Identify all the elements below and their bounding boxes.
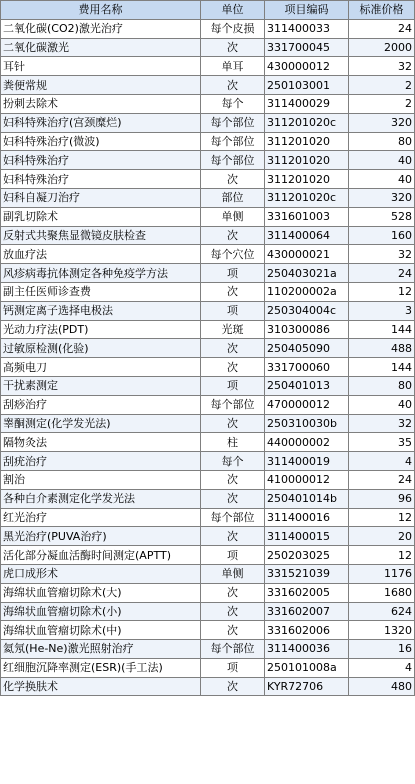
fee-name-cell: 副主任医师诊查费 [1, 282, 201, 301]
table-row [1, 94, 415, 113]
table-row [1, 621, 415, 640]
table-row [1, 583, 415, 602]
table-row [1, 489, 415, 508]
price-cell: 80 [349, 132, 415, 151]
item-code-cell: 331602006 [265, 621, 349, 640]
price-cell: 12 [349, 546, 415, 565]
unit-cell: 每个部位 [201, 508, 265, 527]
unit-cell: 次 [201, 358, 265, 377]
header-item-code: 项目编码 [265, 1, 349, 20]
table-row [1, 640, 415, 659]
price-cell: 24 [349, 264, 415, 283]
header-standard-price: 标准价格 [349, 1, 415, 20]
item-code-cell: 331602007 [265, 602, 349, 621]
price-cell: 35 [349, 433, 415, 452]
unit-cell: 每个部位 [201, 640, 265, 659]
unit-cell: 单侧 [201, 207, 265, 226]
fee-name-cell: 妇科特殊治疗 [1, 170, 201, 189]
item-code-cell: 310300086 [265, 320, 349, 339]
item-code-cell: 311201020 [265, 170, 349, 189]
fee-name-cell: 活化部分凝血活酶时间测定(APTT) [1, 546, 201, 565]
table-row [1, 282, 415, 301]
price-cell: 16 [349, 640, 415, 659]
fee-name-cell: 海绵状血管瘤切除术(中) [1, 621, 201, 640]
unit-cell: 项 [201, 264, 265, 283]
item-code-cell: 311400016 [265, 508, 349, 527]
item-code-cell: 250103001 [265, 76, 349, 95]
table-row [1, 658, 415, 677]
table-row [1, 113, 415, 132]
price-cell: 12 [349, 282, 415, 301]
table-row [1, 207, 415, 226]
item-code-cell: 430000012 [265, 57, 349, 76]
fee-name-cell: 耳针 [1, 57, 201, 76]
item-code-cell: 311201020 [265, 132, 349, 151]
price-cell: 480 [349, 677, 415, 696]
fee-name-cell: 妇科自凝刀治疗 [1, 188, 201, 207]
unit-cell: 单耳 [201, 57, 265, 76]
unit-cell: 光斑 [201, 320, 265, 339]
table-row [1, 339, 415, 358]
table-row [1, 433, 415, 452]
item-code-cell: 311400033 [265, 19, 349, 38]
fee-name-cell: 妇科特殊治疗 [1, 151, 201, 170]
price-cell: 488 [349, 339, 415, 358]
item-code-cell: 250401013 [265, 376, 349, 395]
unit-cell: 部位 [201, 188, 265, 207]
fee-name-cell: 副乳切除术 [1, 207, 201, 226]
unit-cell: 每个部位 [201, 395, 265, 414]
price-cell: 96 [349, 489, 415, 508]
table-row [1, 677, 415, 696]
table-row [1, 170, 415, 189]
price-cell: 24 [349, 470, 415, 489]
table-row [1, 470, 415, 489]
item-code-cell: 311201020 [265, 151, 349, 170]
table-row [1, 188, 415, 207]
fee-name-cell: 红细胞沉降率测定(ESR)(手工法) [1, 658, 201, 677]
price-cell: 144 [349, 320, 415, 339]
item-code-cell: 311400019 [265, 452, 349, 471]
unit-cell: 项 [201, 546, 265, 565]
price-cell: 32 [349, 57, 415, 76]
table-row [1, 376, 415, 395]
table-row [1, 527, 415, 546]
price-cell: 40 [349, 170, 415, 189]
price-cell: 624 [349, 602, 415, 621]
price-cell: 80 [349, 376, 415, 395]
fee-name-cell: 氦氖(He-Ne)激光照射治疗 [1, 640, 201, 659]
price-cell: 1320 [349, 621, 415, 640]
unit-cell: 次 [201, 677, 265, 696]
header-unit: 单位 [201, 1, 265, 20]
unit-cell: 次 [201, 470, 265, 489]
fee-name-cell: 睾酮测定(化学发光法) [1, 414, 201, 433]
item-code-cell: 470000012 [265, 395, 349, 414]
price-cell: 3 [349, 301, 415, 320]
item-code-cell: 331602005 [265, 583, 349, 602]
fee-name-cell: 妇科特殊治疗(微波) [1, 132, 201, 151]
item-code-cell: 110200002a [265, 282, 349, 301]
unit-cell: 次 [201, 282, 265, 301]
fee-name-cell: 红光治疗 [1, 508, 201, 527]
fee-name-cell: 钙测定离子选择电极法 [1, 301, 201, 320]
fee-name-cell: 二氧化碳(CO2)激光治疗 [1, 19, 201, 38]
fee-name-cell: 放血疗法 [1, 245, 201, 264]
unit-cell: 柱 [201, 433, 265, 452]
fee-name-cell: 割治 [1, 470, 201, 489]
table-row [1, 452, 415, 471]
fee-name-cell: 刮疣治疗 [1, 452, 201, 471]
unit-cell: 项 [201, 376, 265, 395]
item-code-cell: 440000002 [265, 433, 349, 452]
table-row [1, 132, 415, 151]
unit-cell: 次 [201, 76, 265, 95]
unit-cell: 次 [201, 621, 265, 640]
table-row [1, 602, 415, 621]
table-row [1, 546, 415, 565]
price-cell: 32 [349, 414, 415, 433]
item-code-cell: 311400036 [265, 640, 349, 659]
item-code-cell: 311201020c [265, 113, 349, 132]
unit-cell: 每个穴位 [201, 245, 265, 264]
fee-name-cell: 二氧化碳激光 [1, 38, 201, 57]
header-fee-name: 费用名称 [1, 1, 201, 20]
price-cell: 320 [349, 188, 415, 207]
fee-name-cell: 粪便常规 [1, 76, 201, 95]
table-row [1, 301, 415, 320]
price-cell: 160 [349, 226, 415, 245]
item-code-cell: 250403021a [265, 264, 349, 283]
table-row [1, 320, 415, 339]
price-cell: 32 [349, 245, 415, 264]
price-cell: 2 [349, 76, 415, 95]
item-code-cell: 331700060 [265, 358, 349, 377]
price-cell: 20 [349, 527, 415, 546]
unit-cell: 每个部位 [201, 113, 265, 132]
item-code-cell: 311201020c [265, 188, 349, 207]
fee-name-cell: 化学换肤术 [1, 677, 201, 696]
unit-cell: 次 [201, 583, 265, 602]
unit-cell: 次 [201, 226, 265, 245]
fee-name-cell: 过敏原检测(化验) [1, 339, 201, 358]
fee-name-cell: 虎口成形术 [1, 564, 201, 583]
unit-cell: 次 [201, 527, 265, 546]
price-cell: 1680 [349, 583, 415, 602]
table-row [1, 245, 415, 264]
unit-cell: 每个皮损 [201, 19, 265, 38]
fee-name-cell: 光动力疗法(PDT) [1, 320, 201, 339]
unit-cell: 次 [201, 414, 265, 433]
fee-name-cell: 扮刺去除术 [1, 94, 201, 113]
table-row [1, 264, 415, 283]
unit-cell: 次 [201, 339, 265, 358]
price-cell: 24 [349, 19, 415, 38]
table-row [1, 151, 415, 170]
item-code-cell: 250203025 [265, 546, 349, 565]
fee-name-cell: 刮痧治疗 [1, 395, 201, 414]
price-cell: 320 [349, 113, 415, 132]
item-code-cell: KYR72706 [265, 677, 349, 696]
header-row [1, 1, 415, 20]
table-row [1, 564, 415, 583]
table-row [1, 38, 415, 57]
table-row [1, 76, 415, 95]
fee-name-cell: 黑光治疗(PUVA治疗) [1, 527, 201, 546]
unit-cell: 次 [201, 489, 265, 508]
unit-cell: 次 [201, 170, 265, 189]
item-code-cell: 250304004c [265, 301, 349, 320]
item-code-cell: 430000021 [265, 245, 349, 264]
unit-cell: 项 [201, 658, 265, 677]
price-cell: 2000 [349, 38, 415, 57]
table-row [1, 508, 415, 527]
unit-cell: 每个 [201, 452, 265, 471]
fee-name-cell: 反射式共聚焦显微镜皮肤检查 [1, 226, 201, 245]
fee-name-cell: 隔物灸法 [1, 433, 201, 452]
item-code-cell: 331601003 [265, 207, 349, 226]
unit-cell: 次 [201, 602, 265, 621]
unit-cell: 每个部位 [201, 151, 265, 170]
price-cell: 2 [349, 94, 415, 113]
item-code-cell: 250310030b [265, 414, 349, 433]
item-code-cell: 250405090 [265, 339, 349, 358]
price-cell: 12 [349, 508, 415, 527]
table-row [1, 395, 415, 414]
fee-name-cell: 妇科特殊治疗(宫颈糜烂) [1, 113, 201, 132]
item-code-cell: 331521039 [265, 564, 349, 583]
item-code-cell: 311400029 [265, 94, 349, 113]
table-row [1, 19, 415, 38]
price-cell: 4 [349, 452, 415, 471]
price-cell: 4 [349, 658, 415, 677]
table-row [1, 226, 415, 245]
item-code-cell: 311400064 [265, 226, 349, 245]
fee-name-cell: 高频电刀 [1, 358, 201, 377]
table-row [1, 414, 415, 433]
item-code-cell: 250101008a [265, 658, 349, 677]
table-row [1, 358, 415, 377]
fee-name-cell: 干扰素测定 [1, 376, 201, 395]
item-code-cell: 331700045 [265, 38, 349, 57]
price-cell: 40 [349, 151, 415, 170]
price-cell: 144 [349, 358, 415, 377]
unit-cell: 项 [201, 301, 265, 320]
item-code-cell: 410000012 [265, 470, 349, 489]
price-cell: 1176 [349, 564, 415, 583]
price-cell: 528 [349, 207, 415, 226]
fee-name-cell: 海绵状血管瘤切除术(小) [1, 602, 201, 621]
unit-cell: 每个 [201, 94, 265, 113]
item-code-cell: 311400015 [265, 527, 349, 546]
fee-name-cell: 各种白介素测定化学发光法 [1, 489, 201, 508]
fee-name-cell: 风疹病毒抗体测定各种免疫学方法 [1, 264, 201, 283]
item-code-cell: 250401014b [265, 489, 349, 508]
unit-cell: 每个部位 [201, 132, 265, 151]
unit-cell: 次 [201, 38, 265, 57]
table-row [1, 57, 415, 76]
unit-cell: 单侧 [201, 564, 265, 583]
fee-name-cell: 海绵状血管瘤切除术(大) [1, 583, 201, 602]
price-cell: 40 [349, 395, 415, 414]
